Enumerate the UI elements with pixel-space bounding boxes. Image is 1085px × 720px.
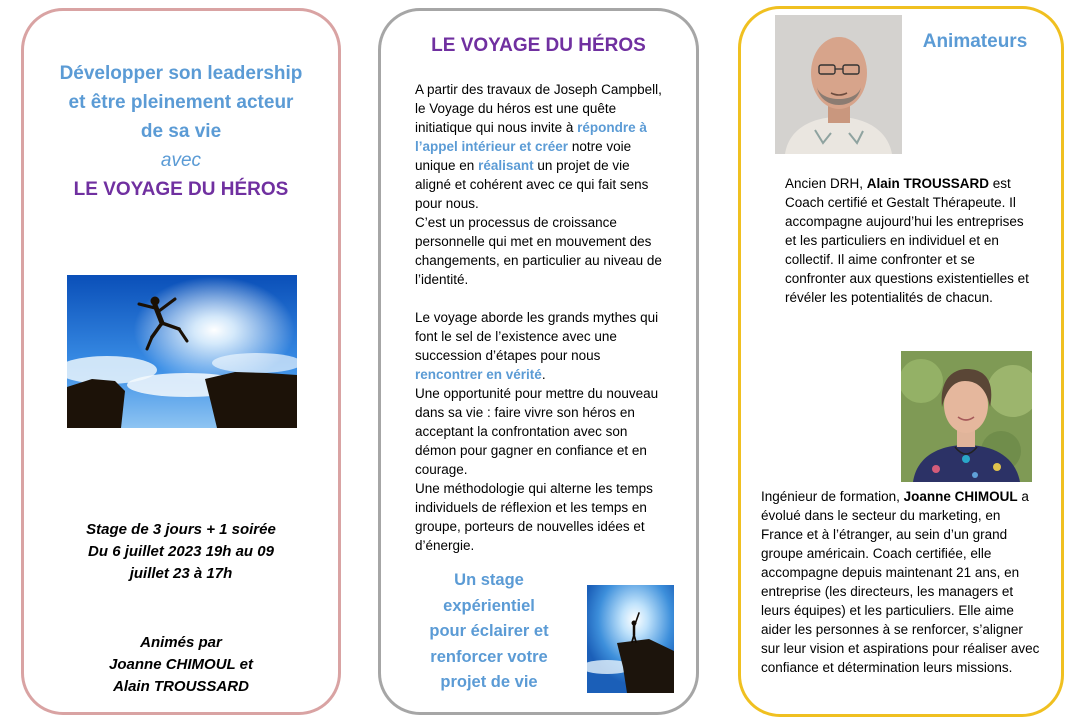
headline-line-1: Développer son leadership bbox=[59, 63, 303, 84]
tagline-line-3: pour éclairer et bbox=[429, 622, 549, 640]
paragraph-5: Une méthodologie qui alterne les temps individuels de réflexion et les temps en groupe, porteurs de nouvelles idées et d’énergie. bbox=[415, 481, 653, 553]
bio2-text-a: Ingénieur de formation, bbox=[761, 489, 904, 504]
tagline-line-1: Un stage bbox=[454, 571, 524, 589]
tagline-line-4: renforcer votre bbox=[430, 647, 548, 666]
p1-text-b: notre voie unique en bbox=[415, 139, 632, 173]
headline bbox=[44, 59, 318, 204]
p3-text-b: . bbox=[541, 367, 546, 382]
stage-line-3: juillet 23 à 17h bbox=[129, 565, 233, 582]
bio1-text-b: est Coach certifié et Gestalt Thérapeute. Il accompagne aujourd’hui les entreprises et les particuliers en individuel et en collectif. Il aime confronter et se confronter aux questions existentielles et révéler les potentialités de chacun. bbox=[785, 176, 1029, 305]
man-portrait bbox=[775, 15, 902, 154]
stage-info bbox=[44, 519, 318, 585]
paragraph-2: C’est un processus de croissance personnelle qui met en mouvement des changements, en particulier au niveau de l’identité. bbox=[415, 215, 662, 287]
animes-line-1: Animés par bbox=[140, 634, 222, 651]
facilitators-credit bbox=[44, 632, 318, 698]
animes-line-2: Joanne CHIMOUL et bbox=[109, 656, 253, 673]
bio1-name: Alain TROUSSARD bbox=[866, 176, 990, 191]
paragraph-4: Une opportunité pour mettre du nouveau dans sa vie : faire vivre son héros en acceptant la confrontation avec son démon pour gagner en confiance et en courage. bbox=[415, 386, 659, 477]
experiential-tagline bbox=[409, 568, 569, 696]
joanne-bio bbox=[761, 487, 1043, 677]
alain-bio bbox=[785, 174, 1035, 307]
description-body bbox=[415, 80, 665, 555]
summit-photo bbox=[587, 585, 674, 693]
stage-line-1: Stage de 3 jours + 1 soirée bbox=[86, 521, 276, 538]
woman-portrait bbox=[901, 351, 1032, 482]
tagline-line-2: expérientiel bbox=[443, 596, 535, 615]
animes-line-3: Alain TROUSSARD bbox=[113, 678, 249, 695]
summit-illustration bbox=[587, 585, 674, 693]
p1-highlight-2: réalisant bbox=[478, 158, 534, 173]
bio2-text-b: a évolué dans le secteur du marketing, en France et à l’étranger, au sein d’un grand groupe américain. Coach certifiée, elle accompagne depuis maintenant 21 ans, en entreprise (les directeurs, les managers et leurs équipes) et les particuliers. Elle aime aider les personnes à se renforcer, s’aligner sur leur vision et aspirations pour réaliser avec confiance et détermination leurs missions. bbox=[761, 489, 1040, 675]
tagline-line-5: projet de vie bbox=[440, 673, 538, 691]
headline-avec: avec bbox=[160, 150, 202, 171]
headline-line-2: et être pleinement acteur bbox=[68, 92, 294, 113]
p1-text-c: un projet de vie aligné et cohérent avec ce qui fait sens pour nous. bbox=[415, 158, 649, 211]
left-panel bbox=[21, 8, 341, 715]
paragraph-1 bbox=[415, 80, 665, 213]
p1-text-a: A partir des travaux de Joseph Campbell, le Voyage du héros est une quête initiatique qui nous invite à bbox=[415, 82, 662, 135]
right-panel bbox=[738, 6, 1064, 717]
paragraph-3 bbox=[415, 308, 665, 384]
bio2-name: Joanne CHIMOUL bbox=[903, 489, 1018, 504]
jumper-illustration bbox=[67, 275, 297, 428]
bio1-text-a: Ancien DRH, bbox=[785, 176, 867, 191]
alain-troussard-photo bbox=[775, 15, 902, 154]
joanne-chimoul-photo bbox=[901, 351, 1032, 482]
p1-highlight-1: répondre à l’appel intérieur et créer bbox=[415, 120, 647, 154]
facilitators-heading: Animateurs bbox=[922, 31, 1028, 52]
p3-text-a: Le voyage aborde les grands mythes qui font le sel de l’existence avec une succession d’étapes pour nous bbox=[415, 310, 659, 363]
p3-highlight: rencontrer en vérité bbox=[415, 367, 542, 382]
middle-panel bbox=[378, 8, 699, 715]
stage-line-2: Du 6 juillet 2023 19h au 09 bbox=[88, 543, 274, 560]
headline-line-3: de sa vie bbox=[140, 121, 222, 142]
jumper-photo bbox=[67, 275, 297, 428]
middle-title: LE VOYAGE DU HÉROS bbox=[431, 35, 646, 56]
headline-hero-title: LE VOYAGE DU HÉROS bbox=[73, 179, 289, 200]
